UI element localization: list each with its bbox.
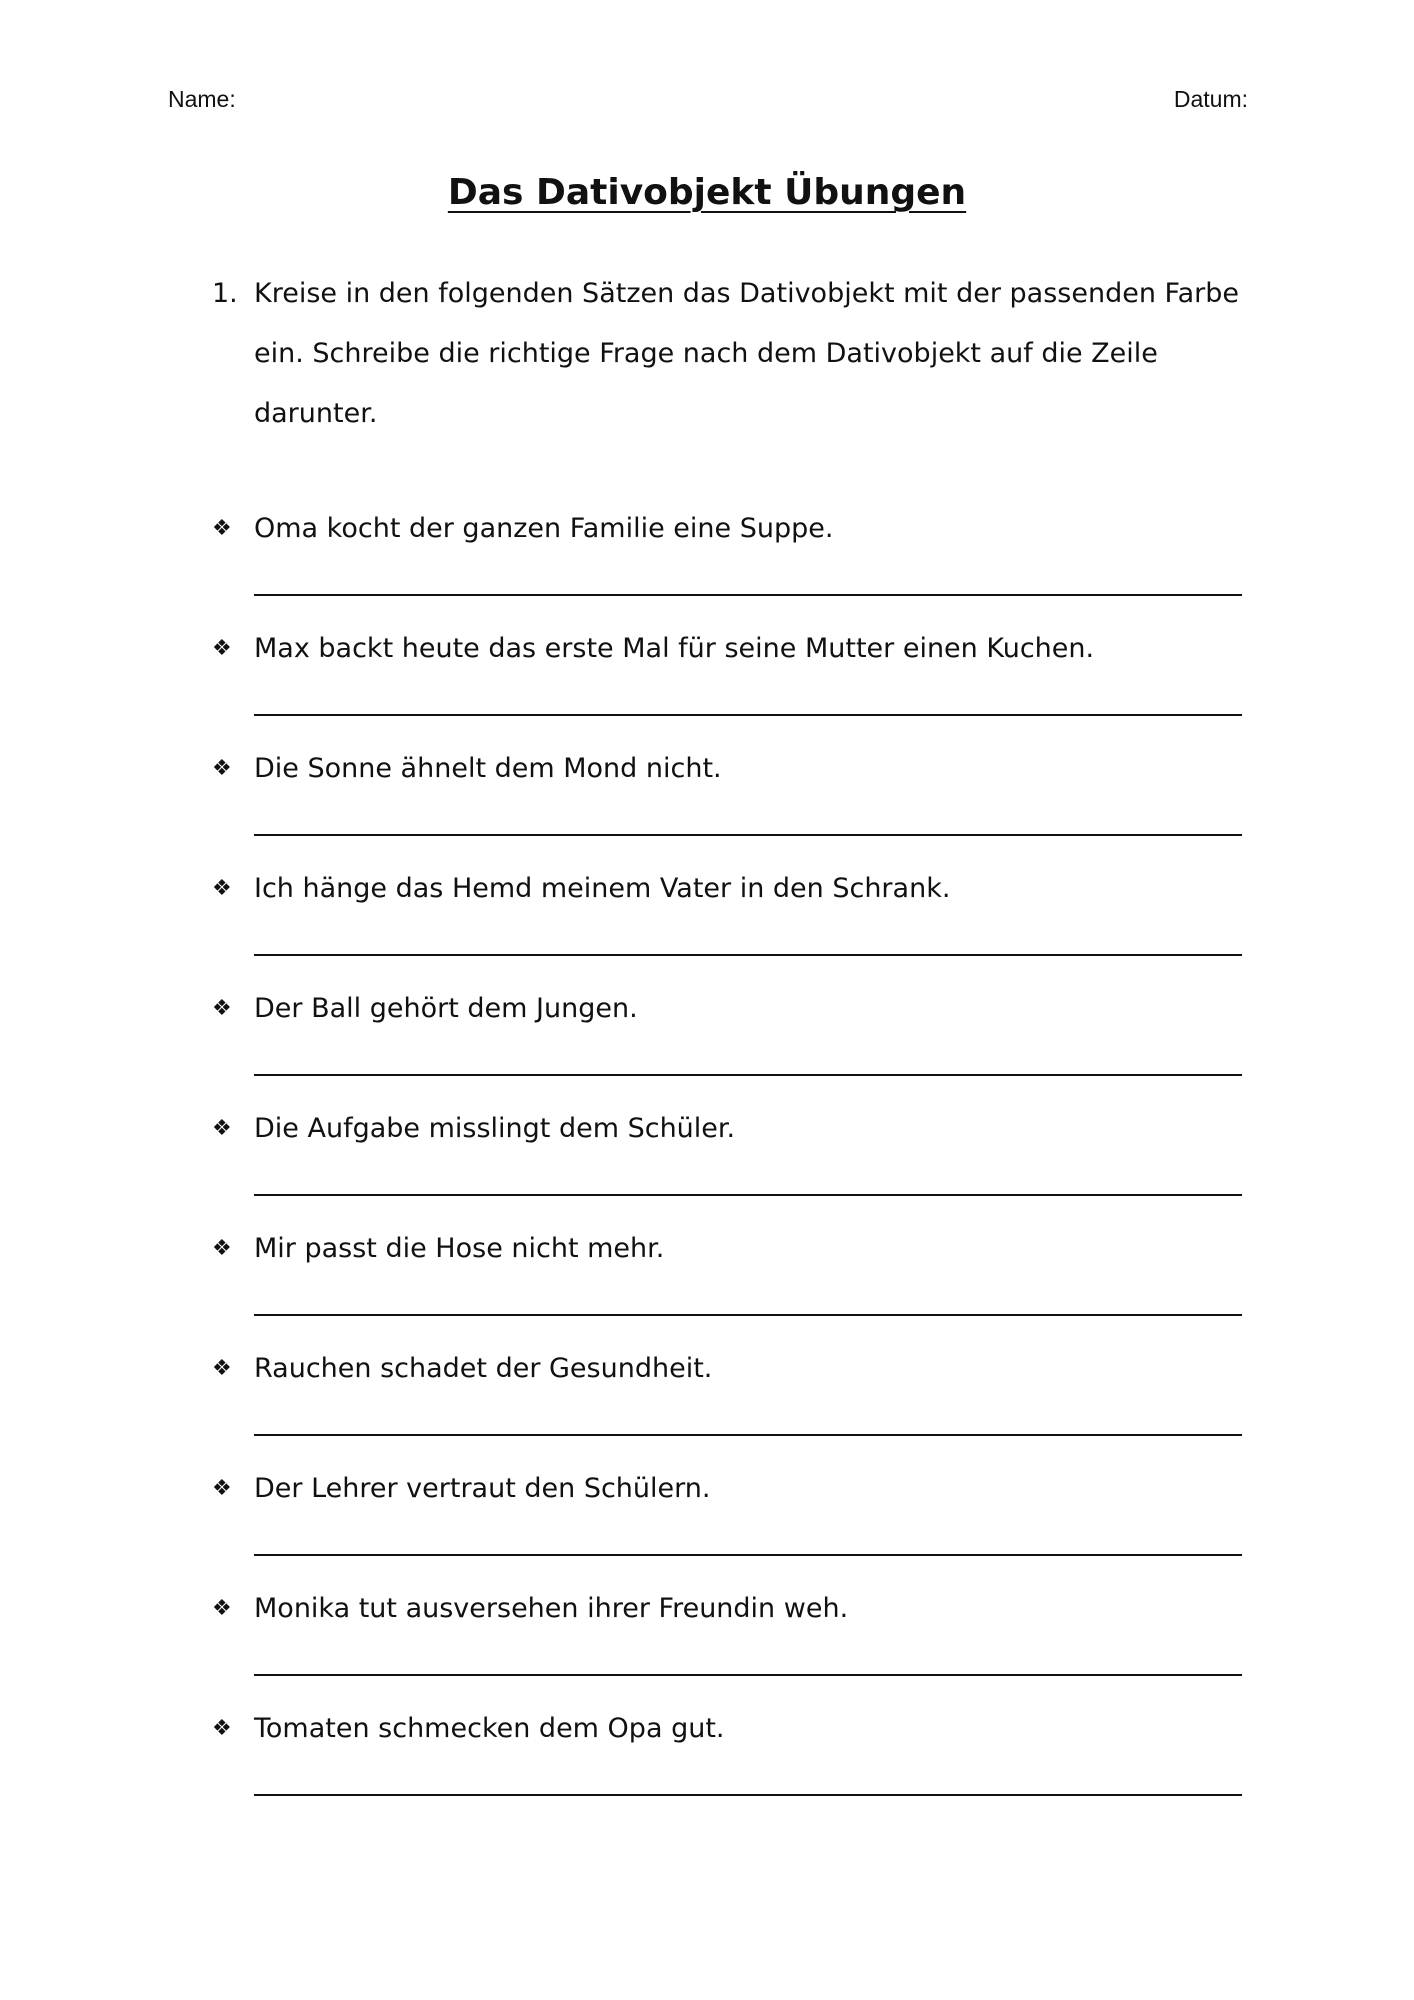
exercise-item xyxy=(212,1590,1242,1710)
exercise-sentence: Der Ball gehört dem Jungen. xyxy=(254,993,638,1024)
exercise-sentence: Die Sonne ähnelt dem Mond nicht. xyxy=(254,753,722,784)
exercise-sentence: Monika tut ausversehen ihrer Freundin weh. xyxy=(254,1593,849,1624)
page-header xyxy=(0,0,1414,120)
exercise-sentence: Max backt heute das erste Mal für seine Mutter einen Kuchen. xyxy=(254,633,1095,664)
exercise-item xyxy=(212,750,1242,870)
exercise-item xyxy=(212,1710,1242,1830)
exercise-item xyxy=(212,1110,1242,1230)
diamond-bullet-icon: ❖ xyxy=(212,636,232,661)
diamond-bullet-icon: ❖ xyxy=(212,516,232,541)
exercise-item xyxy=(212,990,1242,1110)
exercise-sentence: Tomaten schmecken dem Opa gut. xyxy=(254,1713,725,1744)
answer-line[interactable] xyxy=(254,834,1242,836)
exercise-item xyxy=(212,630,1242,750)
diamond-bullet-icon: ❖ xyxy=(212,1356,232,1381)
answer-line[interactable] xyxy=(254,954,1242,956)
diamond-bullet-icon: ❖ xyxy=(212,1716,232,1741)
exercise-sentence: Die Aufgabe misslingt dem Schüler. xyxy=(254,1113,736,1144)
diamond-bullet-icon: ❖ xyxy=(212,1236,232,1261)
answer-line[interactable] xyxy=(254,1434,1242,1436)
diamond-bullet-icon: ❖ xyxy=(212,1116,232,1141)
exercise-item xyxy=(212,870,1242,990)
exercise-sentence: Oma kocht der ganzen Familie eine Suppe. xyxy=(254,513,834,544)
answer-line[interactable] xyxy=(254,1794,1242,1796)
exercise-item xyxy=(212,510,1242,630)
exercise-sentence: Der Lehrer vertraut den Schülern. xyxy=(254,1473,711,1504)
answer-line[interactable] xyxy=(254,1074,1242,1076)
answer-line[interactable] xyxy=(254,1314,1242,1316)
answer-line[interactable] xyxy=(254,1194,1242,1196)
answer-line[interactable] xyxy=(254,1674,1242,1676)
diamond-bullet-icon: ❖ xyxy=(212,996,232,1021)
diamond-bullet-icon: ❖ xyxy=(212,876,232,901)
exercise-sentence: Mir passt die Hose nicht mehr. xyxy=(254,1233,665,1264)
exercise-sentence: Rauchen schadet der Gesundheit. xyxy=(254,1353,713,1384)
name-label: Name: xyxy=(168,86,236,112)
answer-line[interactable] xyxy=(254,1554,1242,1556)
diamond-bullet-icon: ❖ xyxy=(212,1476,232,1501)
page-title: Das Dativobjekt Übungen xyxy=(447,172,967,213)
task-number: 1. xyxy=(212,278,238,309)
exercise-sentence: Ich hänge das Hemd meinem Vater in den Schrank. xyxy=(254,873,951,904)
answer-line[interactable] xyxy=(254,594,1242,596)
diamond-bullet-icon: ❖ xyxy=(212,756,232,781)
diamond-bullet-icon: ❖ xyxy=(212,1596,232,1621)
exercise-item xyxy=(212,1230,1242,1350)
answer-line[interactable] xyxy=(254,714,1242,716)
exercise-item xyxy=(212,1470,1242,1590)
date-label: Datum: xyxy=(1173,86,1248,112)
exercise-item xyxy=(212,1350,1242,1470)
task-text: Kreise in den folgenden Sätzen das Dativobjekt mit der passenden Farbe ein. Schreibe die richtige Frage nach dem Dativobjekt auf die Zeile darunter. xyxy=(254,278,1239,429)
